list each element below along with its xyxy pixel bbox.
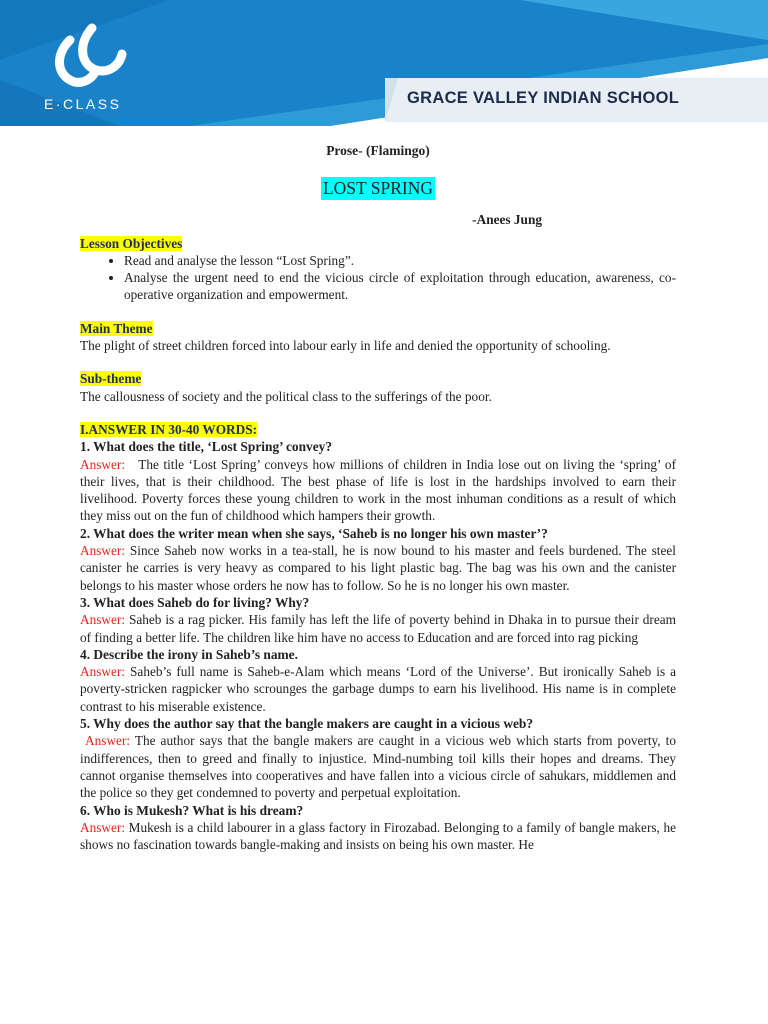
qa-section <box>80 421 676 853</box>
document-body <box>80 142 676 853</box>
section-heading: I.ANSWER IN 30-40 WORDS: <box>80 421 258 437</box>
objectives-heading: Lesson Objectives <box>80 235 183 251</box>
title-wrap <box>80 177 676 199</box>
qa-item <box>80 646 676 715</box>
qa-item <box>80 715 676 801</box>
answer-label: Answer: <box>80 612 126 628</box>
answer <box>80 611 676 646</box>
prose-label: Prose- (Flamingo) <box>326 143 430 158</box>
question: 2. What does the writer mean when she says, ‘Saheb is no longer his own master’? <box>80 525 548 541</box>
school-name: GRACE VALLEY INDIAN SCHOOL <box>407 89 680 107</box>
answer <box>80 542 676 594</box>
question: 6. Who is Mukesh? What is his dream? <box>80 802 304 818</box>
objective-item: • Analyse the urgent need to end the vicious circle of exploitation through education, awareness, co-operative organization and empowerment. <box>124 269 676 304</box>
answer-label: Answer: <box>80 456 126 472</box>
sub-theme-text: The callousness of society and the political class to the sufferings of the poor. <box>80 388 492 404</box>
objectives-list <box>80 252 676 304</box>
question: 3. What does Saheb do for living? Why? <box>80 594 310 610</box>
main-theme-heading: Main Theme <box>80 320 153 336</box>
qa-item <box>80 438 676 524</box>
answer <box>80 456 676 525</box>
logo-text: E·CLASS <box>44 96 122 112</box>
answer-text: Mukesh is a child labourer in a glass factory in Firozabad. Belonging to a family of bangle makers, he shows no fascination towards bangle-making and insists on being his own master. He <box>80 819 676 853</box>
question: 4. Describe the irony in Saheb’s name. <box>80 646 298 662</box>
main-theme-text: The plight of street children forced into labour early in life and denied the opportunity of schooling. <box>80 338 611 354</box>
question: 1. What does the title, ‘Lost Spring’ convey? <box>80 439 333 455</box>
main-theme-section <box>80 320 676 355</box>
answer-text: The title ‘Lost Spring’ conveys how millions of children in India lose out on living the ‘spring’ of their lives, that is their childhood. The best phase of life is lost in the hardships involved to earn their livelihood. Poverty forces these young children to work in the most inhuman conditions as a result of which they miss out on the fun of childhood which hampers their growth. <box>80 456 677 524</box>
answer-text: Since Saheb now works in a tea-stall, he is now bound to his master and feels burdened. The steel canister he carries is very heavy as compared to his light plastic bag. The bag was his own and the canister belongs to his master whose orders he now has to follow. So he is no longer his own master. <box>80 543 676 593</box>
answer <box>80 732 676 801</box>
objectives-section <box>80 235 676 304</box>
answer-text: Saheb’s full name is Saheb-e-Alam which means ‘Lord of the Universe’. But ironically Saheb is a poverty-stricken ragpicker who scrounges the garbage dumps to earn his livelihood. His name is in complete contrast to his miserable existence. <box>80 664 676 714</box>
answer-label: Answer: <box>80 664 126 680</box>
lesson-title: LOST SPRING <box>322 178 434 199</box>
qa-item <box>80 525 676 594</box>
sub-theme-section <box>80 370 676 405</box>
author: -Anees Jung <box>472 212 542 228</box>
answer <box>80 819 676 854</box>
question: 5. Why does the author say that the bangle makers are caught in a vicious web? <box>80 716 534 732</box>
sub-theme-heading: Sub-theme <box>80 371 142 387</box>
qa-item <box>80 594 676 646</box>
answer-label: Answer: <box>80 819 126 835</box>
header-banner <box>0 0 768 126</box>
answer-label: Answer: <box>85 733 131 749</box>
objective-item: • Read and analyse the lesson “Lost Spring”. <box>124 252 676 269</box>
answer-label: Answer: <box>80 543 126 559</box>
answer <box>80 663 676 715</box>
answer-text: Saheb is a rag picker. His family has left the life of poverty behind in Dhaka in to pursue their dream of finding a better life. The children like him have no access to Education and are forced into rag picking <box>80 612 676 645</box>
answer-text: The author says that the bangle makers are caught in a vicious web which starts from poverty, to indifferences, then to greed and finally to injustice. Mind-numbing toil kills their hopes and dreams. They cannot organise themselves into cooperatives and have fallen into a vicious circle of sahukars, middlemen and the police so they get condemned to poverty and perpetual exploitation. <box>80 733 676 801</box>
qa-item <box>80 802 676 854</box>
